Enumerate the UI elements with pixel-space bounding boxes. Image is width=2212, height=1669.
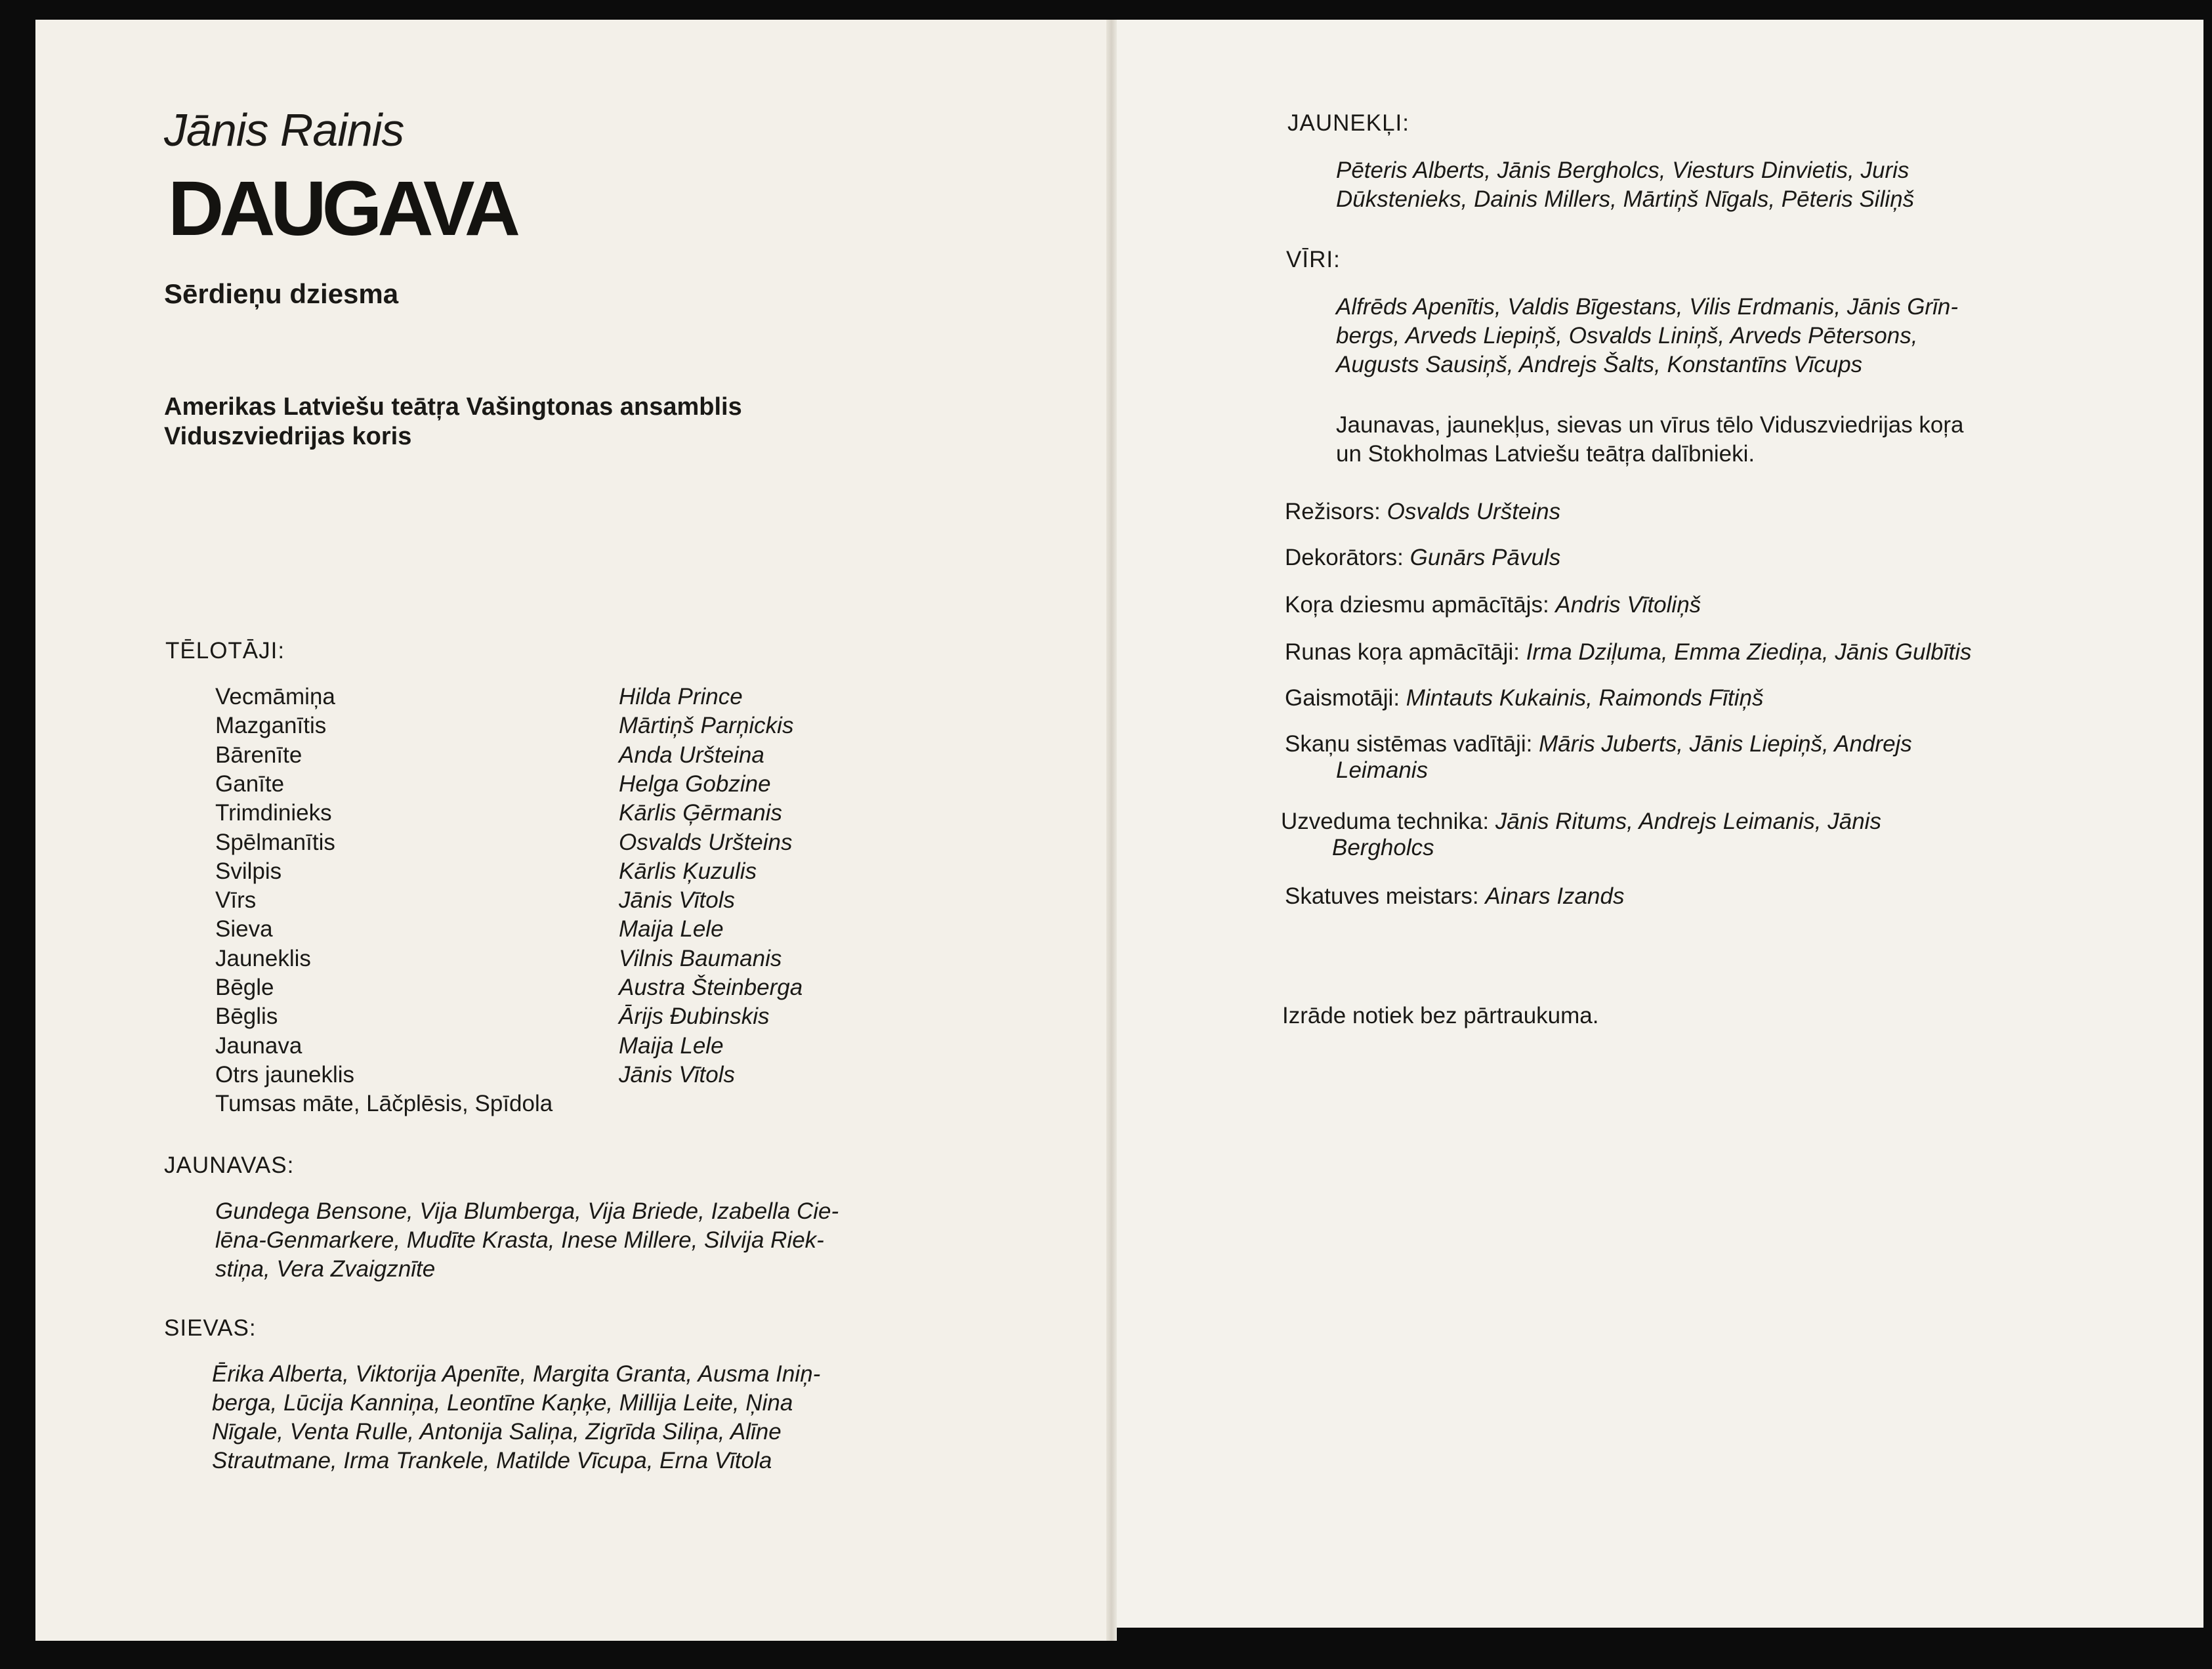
credit-names: Ainars Izands: [1485, 883, 1625, 909]
cast-actor: Vilnis Baumanis: [619, 946, 782, 971]
viri-paragraph: [1336, 293, 2053, 379]
sievas-line: Nīgale, Venta Rulle, Antonija Saliņa, Zigrīda Siliņa, Alīne: [212, 1419, 782, 1445]
jaunekli-paragraph: [1336, 156, 2050, 214]
chorus-note-line: Jaunavas, jaunekļus, sievas un vīrus tēlo Viduszviedrijas koŗa: [1336, 412, 1964, 438]
credit-label: Skaņu sistēmas vadītāji:: [1285, 731, 1533, 757]
credit-names: Jānis Ritums, Andrejs Leimanis, Jānis: [1495, 809, 1881, 834]
sievas-line: berga, Lūcija Kanniņa, Leontīne Kaņķe, Millija Leite, Ņina: [212, 1390, 793, 1416]
credit-label: Uzveduma technika:: [1281, 809, 1490, 834]
credit-names-continued: Bergholcs: [1332, 835, 1434, 860]
cast-heading: TĒLOTĀJI:: [165, 638, 285, 664]
credit-names: Māris Juberts, Jānis Liepiņš, Andrejs: [1539, 731, 1912, 757]
cast-role: Svilpis: [215, 858, 282, 884]
ensemble-line: Amerikas Latviešu teātŗa Vašingtonas ansamblis: [164, 393, 742, 421]
chorus-note: [1336, 411, 2051, 469]
credit-label: Režisors:: [1285, 499, 1381, 524]
credit-names: Mintauts Kukainis, Raimonds Fītiņš: [1406, 685, 1764, 711]
cast-actor: Hilda Prince: [619, 684, 743, 709]
cast-role: Jaunava: [215, 1033, 303, 1059]
credit-row: [1285, 639, 1972, 665]
credit-label: Skatuves meistars:: [1285, 883, 1479, 909]
cast-actor: Helga Gobzine: [619, 771, 771, 797]
cast-role: Bēgle: [215, 975, 274, 1000]
viri-line: Alfrēds Apenītis, Valdis Bīgestans, Vilis Erdmanis, Jānis Grīn-: [1336, 294, 1958, 320]
cast-actor: Jānis Vītols: [619, 887, 736, 913]
jaunavas-line: lēna-Genmarkere, Mudīte Krasta, Inese Millere, Silvija Riek-: [215, 1227, 824, 1253]
jaunavas-heading: JAUNAVAS:: [164, 1152, 295, 1178]
jaunekli-line: Pēteris Alberts, Jānis Bergholcs, Viesturs Dinvietis, Juris: [1336, 158, 1909, 183]
play-title: DAUGAVA: [168, 165, 516, 252]
jaunekli-heading: JAUNEKĻI:: [1287, 110, 1409, 136]
credit-names: Osvalds Uršteins: [1387, 499, 1561, 524]
jaunekli-line: Dūkstenieks, Dainis Millers, Mārtiņš Nīgals, Pēteris Siliņš: [1336, 186, 1915, 212]
play-subtitle: Sērdieņu dziesma: [164, 278, 399, 309]
sievas-paragraph: [212, 1360, 929, 1475]
cast-role: Sieva: [215, 916, 273, 942]
cast-role: Ganīte: [215, 771, 285, 797]
jaunavas-line: stiņa, Vera Zvaigznīte: [215, 1256, 436, 1282]
cast-actor: Ārijs Ðubinskis: [619, 1004, 770, 1029]
cast-role: Mazganītis: [215, 713, 327, 738]
chorus-note-line: un Stokholmas Latviešu teātŗa dalībnieki.: [1336, 441, 1755, 467]
credit-label: Runas koŗa apmācītāji:: [1285, 639, 1520, 665]
credit-row: [1285, 592, 1701, 618]
jaunavas-paragraph: [215, 1197, 929, 1284]
credit-row: [1285, 731, 1912, 757]
credit-names: Irma Dziļuma, Emma Ziediņa, Jānis Gulbītis: [1526, 639, 1972, 665]
cast-actor: Maija Lele: [619, 916, 724, 942]
cast-role: Vīrs: [215, 887, 257, 913]
sievas-line: Ērika Alberta, Viktorija Apenīte, Margita Granta, Ausma Iniņ-: [212, 1361, 821, 1387]
credit-row: [1285, 499, 1560, 525]
cast-actor: Jānis Vītols: [619, 1062, 736, 1088]
ensemble-block: [164, 392, 742, 452]
cast-actor: Mārtiņš Parņickis: [619, 713, 794, 738]
cast-role: Bēglis: [215, 1004, 278, 1029]
cast-role: Tumsas māte, Lāčplēsis, Spīdola: [215, 1091, 553, 1116]
cast-role: Spēlmanītis: [215, 830, 335, 855]
cast-role: Otrs jauneklis: [215, 1062, 355, 1088]
cast-role: Bārenīte: [215, 742, 303, 768]
credit-names-continued: Leimanis: [1336, 757, 1429, 783]
page-fold: [1106, 20, 1117, 1641]
credit-row: [1285, 685, 1763, 711]
credit-names: Andris Vītoliņš: [1555, 592, 1701, 618]
viri-line: bergs, Arveds Liepiņš, Osvalds Liniņš, Arveds Pētersons,: [1336, 323, 1918, 349]
author-name: Jānis Rainis: [164, 104, 404, 156]
credit-row: [1285, 883, 1624, 910]
jaunavas-line: Gundega Bensone, Vija Blumberga, Vija Briede, Izabella Cie-: [215, 1198, 839, 1224]
credit-row: [1281, 809, 1881, 835]
credit-label: Koŗa dziesmu apmācītājs:: [1285, 592, 1549, 618]
viri-line: Augusts Sausiņš, Andrejs Šalts, Konstantīns Vīcups: [1336, 352, 1863, 377]
cast-actor: Maija Lele: [619, 1033, 724, 1059]
cast-actor: Anda Uršteina: [619, 742, 764, 768]
sievas-line: Strautmane, Irma Trankele, Matilde Vīcupa, Erna Vītola: [212, 1448, 772, 1473]
credit-label: Gaismotāji:: [1285, 685, 1400, 711]
cast-actor: Austra Šteinberga: [619, 975, 803, 1000]
ensemble-line: Viduszviedrijas koris: [164, 423, 412, 450]
credit-names: Gunārs Pāvuls: [1409, 545, 1561, 570]
cast-role: Vecmāmiņa: [215, 684, 335, 709]
cast-actor: Osvalds Uršteins: [619, 830, 793, 855]
viri-heading: VĪRI:: [1286, 247, 1341, 272]
cast-role: Jauneklis: [215, 946, 311, 971]
cast-actor: Kārlis Ķuzulis: [619, 858, 757, 884]
credit-label: Dekorātors:: [1285, 545, 1404, 570]
closing-note: Izrāde notiek bez pārtraukuma.: [1282, 1003, 1599, 1028]
credit-row: [1285, 545, 1560, 571]
cast-role: Trimdinieks: [215, 800, 332, 826]
cast-actor: Kārlis Ģērmanis: [619, 800, 782, 826]
sievas-heading: SIEVAS:: [164, 1315, 257, 1341]
